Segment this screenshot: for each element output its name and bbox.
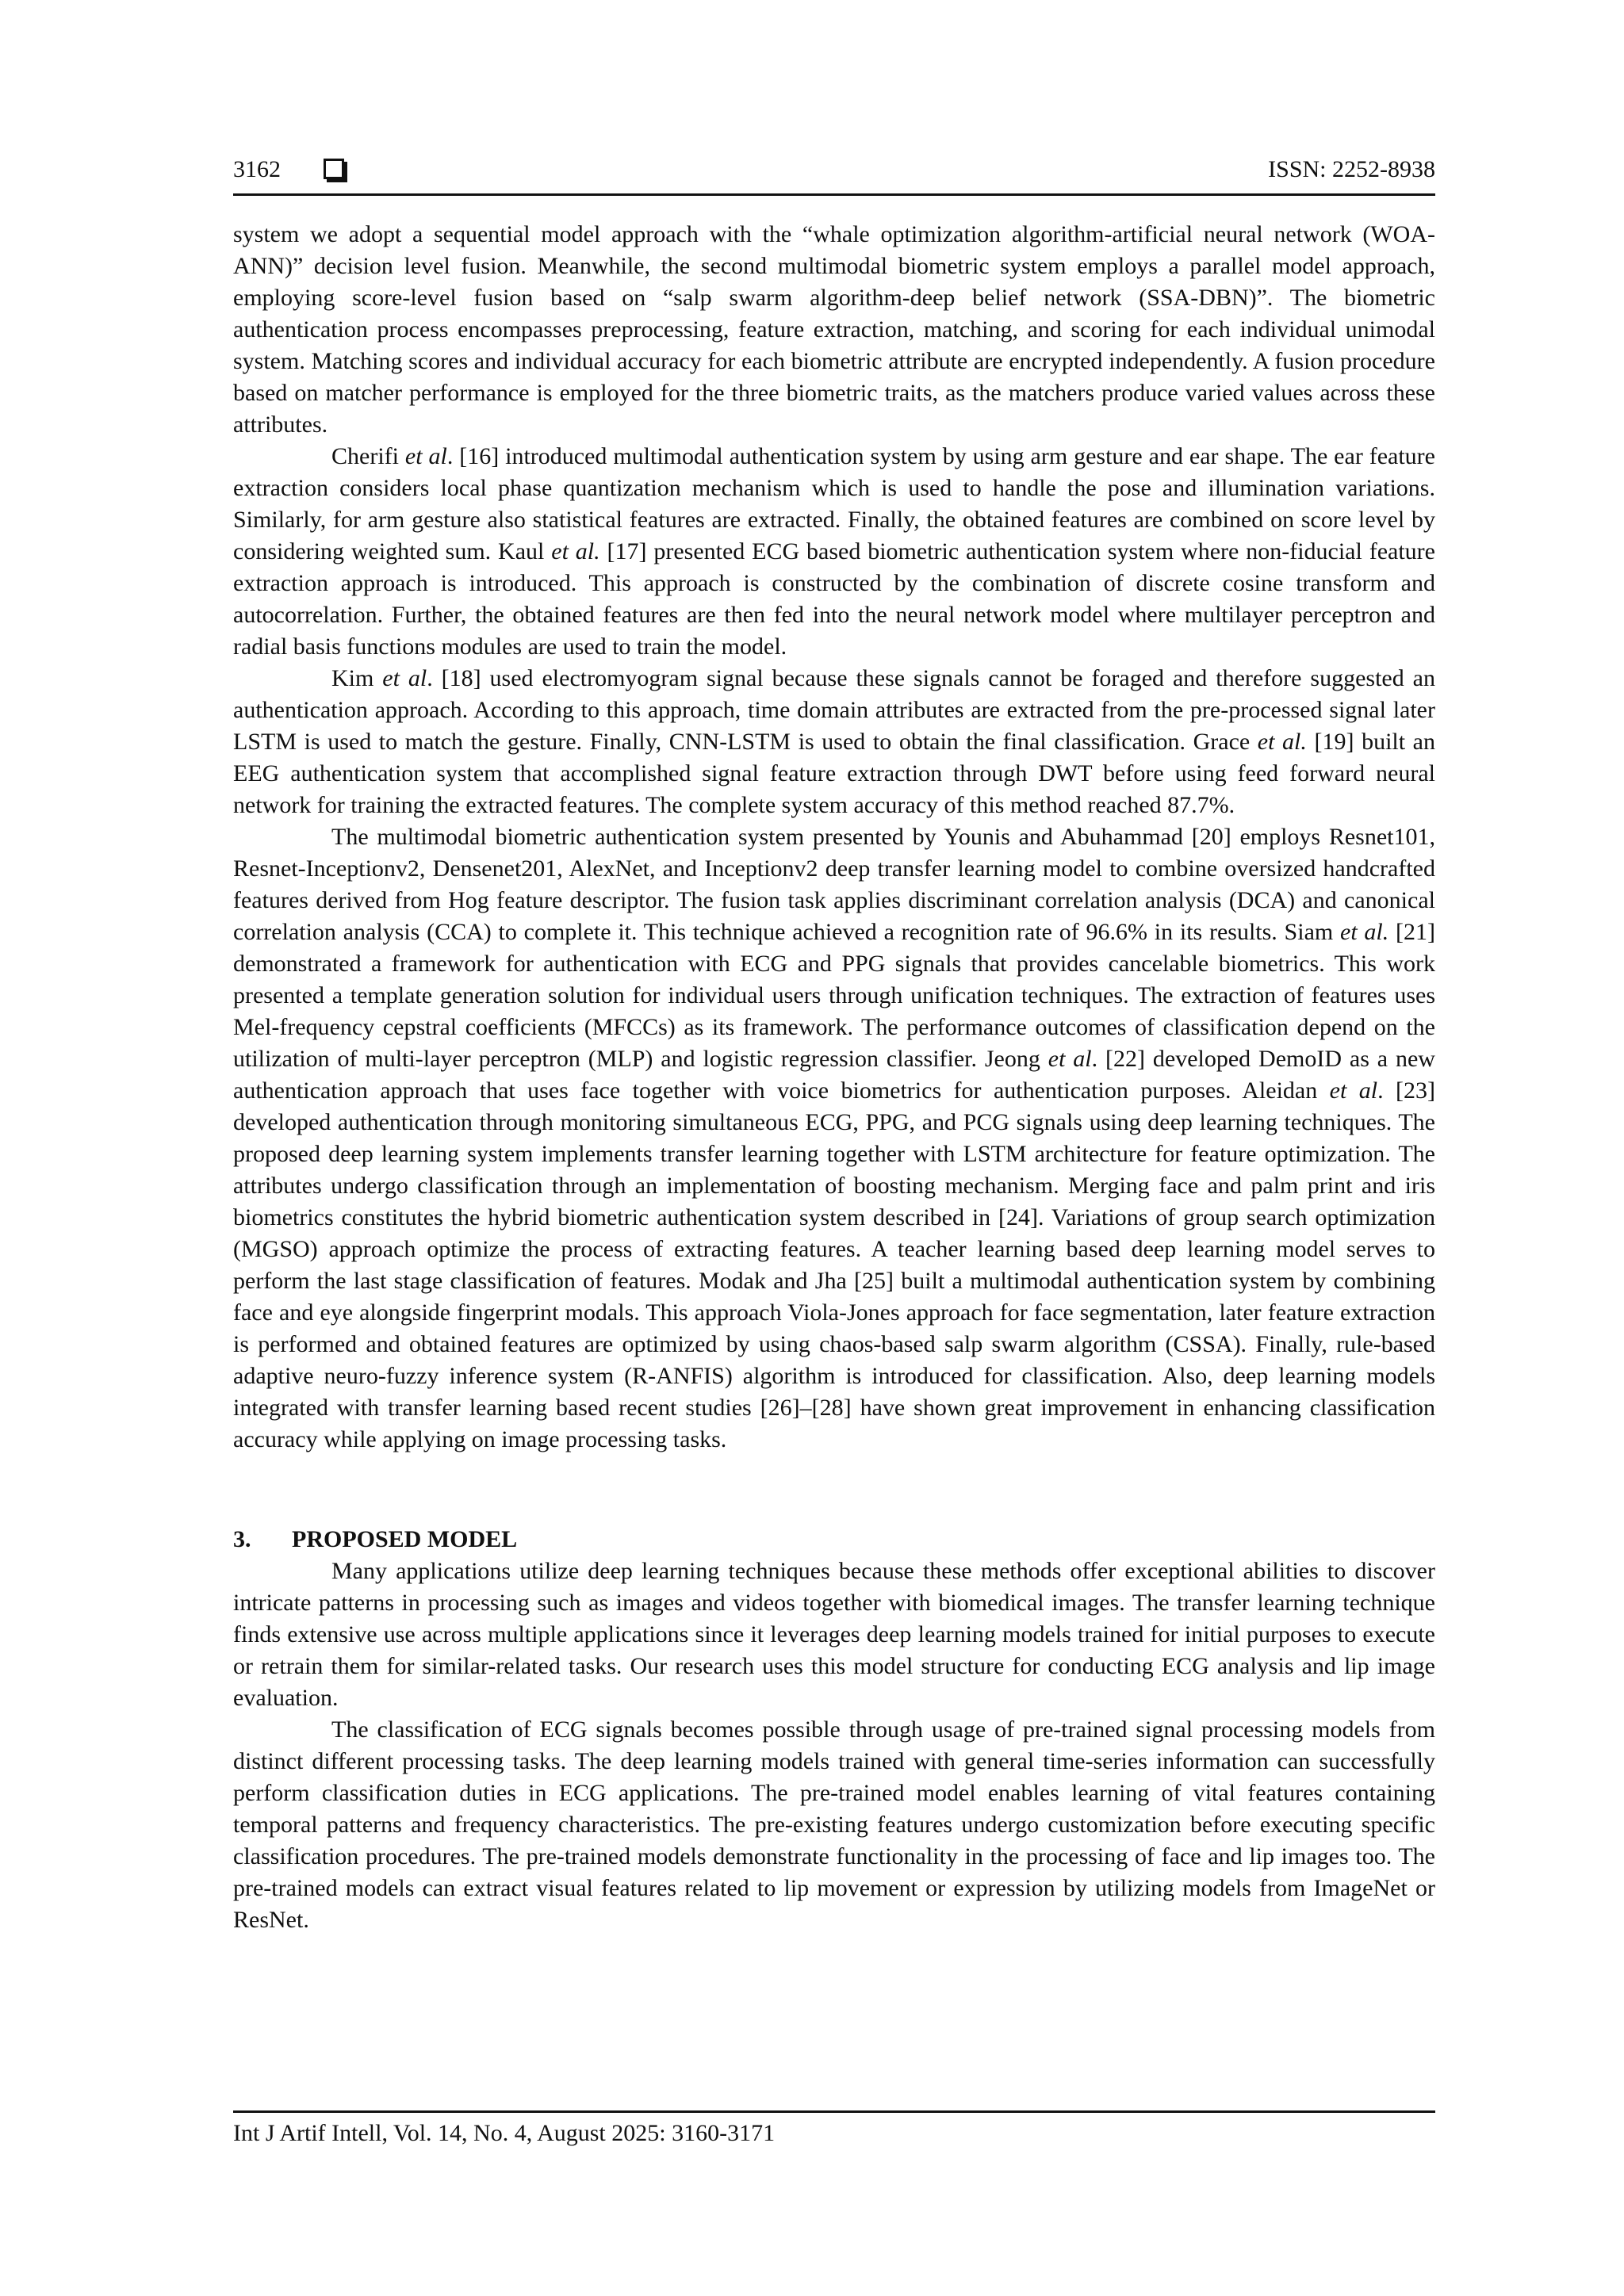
text-run: Kim bbox=[331, 665, 383, 691]
text-run: [17] presented ECG based biometric authentication system where non-fiducial feature extraction approach is introduced. This approach is constructed by the combination of discrete cosine transform and autocorrelation. Further, the obtained features are then fed into the neural network model where multilayer perceptron and radial basis functions modules are used to train the model. bbox=[233, 538, 1435, 660]
text-run: . [23] developed authentication through monitoring simultaneous ECG, PPG, and PCG signals using deep learning techniques. The proposed deep learning system implements transfer learning together with LSTM architecture for feature optimization. The attributes undergo classification through an implementation of boosting mechanism. Merging face and palm print and iris biometrics constitutes the hybrid biometric authentication system described in [24]. Variations of group search optimization (MGSO) approach optimize the process of extracting features. A teacher learning based deep learning model serves to perform the last stage classification of features. Modak and Jha [25] built a multimodal authentication system by combining face and eye alongside fingerprint modals. This approach Viola-Jones approach for face segmentation, later feature extraction is performed and obtained features are optimized by using chaos-based salp swarm algorithm (CSSA). Finally, rule-based adaptive neuro-fuzzy inference system (R-ANFIS) algorithm is introduced for classification. Also, deep learning models integrated with transfer learning based recent studies [26]–[28] have shown great improvement in enhancing classification accuracy while applying on image processing tasks. bbox=[233, 1077, 1435, 1452]
italic-run: et al. bbox=[1340, 919, 1389, 945]
page-number: 3162 bbox=[233, 156, 281, 182]
text-run: [21] demonstrated a framework for authentication with ECG and PPG signals that provides cancelable biometrics. This work presented a template generation solution for individual users through unification techniques. The extraction of features uses Mel-frequency cepstral coefficients (MFCCs) as its framework. The performance outcomes of classification depend on the utilization of multi-layer perceptron (MLP) and logistic regression classifier. Jeong bbox=[233, 919, 1435, 1072]
square-bullet-icon bbox=[324, 159, 344, 179]
text-run: [19] built an EEG authentication system that accomplished signal feature extraction through DWT before using feed forward neural network for training the extracted features. The complete system accuracy of this method reached 87.7%. bbox=[233, 729, 1435, 818]
italic-run: et al bbox=[1048, 1046, 1092, 1072]
paragraph-4 bbox=[233, 821, 1435, 1456]
text-run: The multimodal biometric authentication system presented by Younis and Abuhammad [20] employs Resnet101, Resnet-Inceptionv2, Densenet201, AlexNet, and Inceptionv2 deep transfer learning model to combine oversized handcrafted features derived from Hog feature descriptor. The fusion task applies discriminant correlation analysis (DCA) and canonical correlation analysis (CCA) to complete it. This technique achieved a recognition rate of 96.6% in its results. Siam bbox=[233, 824, 1435, 945]
italic-run: et al. bbox=[1257, 729, 1307, 755]
paragraph-2 bbox=[233, 441, 1435, 663]
text-run: Cherifi bbox=[331, 443, 405, 469]
journal-citation: Int J Artif Intell, Vol. 14, No. 4, August 2025: 3160-3171 bbox=[233, 2120, 776, 2146]
page-footer bbox=[233, 2110, 1435, 2148]
section-title: PROPOSED MODEL bbox=[292, 1526, 518, 1552]
paragraph-6: The classification of ECG signals becomes possible through usage of pre-trained signal processing models from distinct different processing tasks. The deep learning models trained with general time-series information can successfully perform classification duties in ECG applications. The pre-trained model enables learning of vital features containing temporal patterns and frequency characteristics. The pre-existing features undergo customization before executing specific classification procedures. The pre-trained models demonstrate functionality in the processing of face and lip images too. The pre-trained models can extract visual features related to lip movement or expression by utilizing models from ImageNet or ResNet. bbox=[233, 1716, 1435, 1933]
body-text bbox=[233, 219, 1435, 1936]
italic-run: et al bbox=[1329, 1077, 1378, 1104]
text-run: . [16] introduced multimodal authentication system by using arm gesture and ear shape. The ear feature extraction considers local phase quantization mechanism which is used to handle the pose and illumination variations. Similarly, for arm gesture also statistical features are extracted. Finally, the obtained features are combined on score level by considering weighted sum. Kaul bbox=[233, 443, 1435, 564]
text-run: . [22] developed DemoID as a new authentication approach that uses face together with voice biometrics for authentication purposes. Aleidan bbox=[233, 1046, 1435, 1104]
italic-run: et al bbox=[404, 443, 447, 469]
issn-label: ISSN: 2252-8938 bbox=[1268, 156, 1435, 182]
paragraph-3 bbox=[233, 663, 1435, 821]
section-number: 3. bbox=[233, 1526, 251, 1552]
section-heading bbox=[233, 1524, 1435, 1556]
text-run: . [18] used electromyogram signal because these signals cannot be foraged and therefore suggested an authentication approach. According to this approach, time domain attributes are extracted from the pre-processed signal later LSTM is used to match the gesture. Finally, CNN-LSTM is used to obtain the final classification. Grace bbox=[233, 665, 1435, 755]
italic-run: et al. bbox=[551, 538, 600, 564]
paragraph-1: system we adopt a sequential model approach with the “whale optimization algorithm-artificial neural network (WOA-ANN)” decision level fusion. Meanwhile, the second multimodal biometric system employs a parallel model approach, employing score-level fusion based on “salp swarm algorithm-deep belief network (SSA-DBN)”. The biometric authentication process encompasses preprocessing, feature extraction, matching, and scoring for each individual unimodal system. Matching scores and individual accuracy for each biometric attribute are encrypted independently. A fusion procedure based on matcher performance is employed for the three biometric traits, as the matchers produce varied values across these attributes. bbox=[233, 221, 1435, 438]
page-header bbox=[233, 152, 1435, 196]
italic-run: et al bbox=[382, 665, 427, 691]
paragraph-5: Many applications utilize deep learning techniques because these methods offer exceptional abilities to discover intricate patterns in processing such as images and videos together with biomedical images. The transfer learning technique finds extensive use across multiple applications since it leverages deep learning models trained for initial purposes to execute or retrain them for similar-related tasks. Our research uses this model structure for conducting ECG analysis and lip image evaluation. bbox=[233, 1558, 1435, 1711]
